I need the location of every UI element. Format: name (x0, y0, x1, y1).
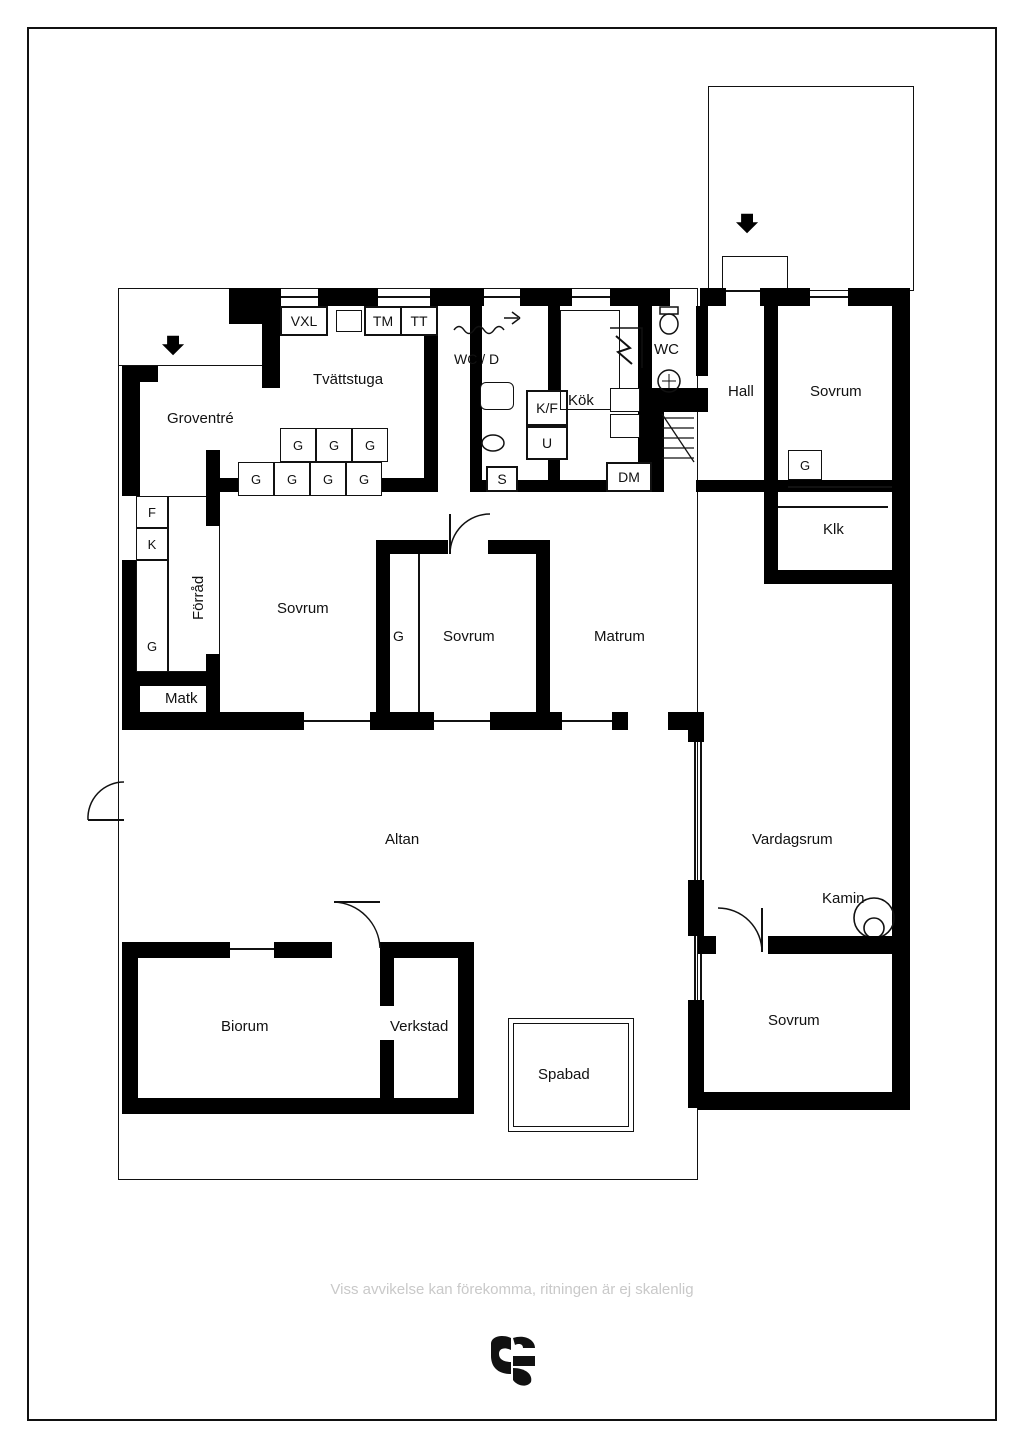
room-label-sovrum-1: Sovrum (277, 600, 329, 617)
stairs-icon (660, 412, 696, 468)
closet-label: G (250, 471, 262, 487)
wall-klk-bottom (764, 570, 892, 584)
window-top-1 (281, 296, 318, 298)
room-label-tvattstuga: Tvättstuga (313, 371, 384, 388)
room-label-altan: Altan (385, 831, 420, 848)
room-label-vardagsrum: Vardagsrum (752, 831, 833, 848)
room-label-matrum: Matrum (594, 628, 645, 645)
closet-label: G (292, 437, 304, 453)
fixture-dm-label: DM (618, 469, 640, 485)
closet-g-sovrum3-label: G (799, 457, 811, 473)
closet-label: G (328, 437, 340, 453)
closet-g-l3 (310, 462, 346, 496)
wall-top-seg7 (760, 288, 810, 306)
fixture-stove (610, 388, 640, 412)
room-label-forrad: Förråd (190, 575, 207, 620)
room-label-klk: Klk (823, 521, 844, 538)
wall-top-left-stub (122, 366, 158, 382)
wall-sovrum2-top-a (376, 540, 448, 554)
window-bottom-1 (304, 720, 370, 722)
fixture-kf-label: K/F (536, 400, 558, 416)
closet-g-u3 (352, 428, 388, 462)
wall-biorum-top-b (274, 942, 332, 958)
disclaimer-text: Viss avvikelse kan förekomma, ritningen är ej skalenlig (330, 1281, 694, 1298)
fixture-u-label: U (541, 435, 553, 451)
closet-label: G (322, 471, 334, 487)
window-top-2 (378, 296, 430, 298)
wall-verkstad-left-2 (380, 1040, 394, 1114)
fixture-vxl (280, 306, 328, 336)
fixture-s-label: S (497, 471, 507, 487)
window-sovrum3 (788, 486, 892, 488)
window-bottom-3 (562, 720, 612, 722)
fixture-oven (610, 414, 640, 438)
glass-wall-altan-a (694, 742, 696, 880)
closet-g-u1 (280, 428, 316, 462)
wall-klk-left (764, 492, 778, 570)
appliance-f (136, 496, 168, 528)
room-label-sovrum-2: Sovrum (443, 628, 495, 645)
closet-g-l4 (346, 462, 382, 496)
wall-top-seg3 (430, 288, 484, 306)
fixture-wc-d-toilet-icon (480, 432, 506, 454)
closet-g-sovrum3 (788, 450, 822, 480)
wall-bottom-right (698, 1092, 910, 1110)
fixture-shower-icon (452, 310, 524, 344)
door-swing-sovrum2-icon (448, 512, 492, 556)
fixture-dm (606, 462, 652, 492)
closet-g-l2 (274, 462, 310, 496)
wall-house-bottom-1 (122, 712, 304, 730)
closet-g-l1 (238, 462, 274, 496)
room-label-sovrum-4: Sovrum (768, 1012, 820, 1029)
wall-house-bottom-4 (612, 712, 628, 730)
wall-altan-right-3 (688, 1000, 704, 1108)
fixture-wc-toilet-icon (656, 306, 682, 338)
wall-verkstad-right (458, 942, 474, 1114)
fixture-s (486, 466, 518, 492)
closet-g-forrad (136, 560, 168, 672)
entrance-arrow-top-icon (736, 212, 762, 238)
closet-label: G (358, 471, 370, 487)
wall-top-seg4 (520, 288, 572, 306)
closet-g-forrad-label: G (146, 638, 158, 654)
wall-sovrum2-left (376, 540, 390, 712)
closet-label: G (364, 437, 376, 453)
fixture-tt (400, 306, 438, 336)
room-label-biorum: Biorum (221, 1018, 269, 1035)
wall-sovrum4-top-a (698, 936, 716, 954)
fixture-u (526, 426, 568, 460)
window-bottom-2 (434, 720, 490, 722)
appliance-k-label: K (147, 536, 157, 552)
wall-top-seg6 (700, 288, 726, 306)
wall-altan-right-1 (688, 712, 704, 742)
wall-matk-top (122, 672, 220, 686)
wall-top-seg5 (610, 288, 670, 306)
closet-g-u2 (316, 428, 352, 462)
wall-left-upper (122, 366, 140, 496)
room-label-kok: Kök (568, 392, 594, 409)
door-swing-altan-left-icon (86, 780, 126, 832)
room-label-spabad: Spabad (538, 1066, 590, 1083)
room-label-groventre: Groventré (167, 410, 234, 427)
wall-altan-right-2 (688, 880, 704, 936)
fixture-tt-label: TT (410, 313, 428, 329)
fireplace-icon (852, 896, 896, 940)
window-top-5 (810, 296, 848, 298)
appliance-k (136, 528, 168, 560)
room-label-matk: Matk (165, 690, 198, 707)
glass-wall-altan-b (694, 936, 696, 1000)
fixture-wc-sink-icon (656, 368, 682, 394)
wall-biorum-top-a (122, 942, 230, 958)
entry-step-outline (722, 256, 788, 292)
wall-biorum-left (122, 942, 138, 1114)
window-top-4 (572, 296, 610, 298)
wall-right-lower (892, 950, 910, 1095)
fixture-sink-small (336, 310, 362, 332)
room-label-wc: WC (654, 341, 679, 358)
wall-top-seg2 (318, 288, 378, 306)
wall-house-bottom-3 (490, 712, 562, 730)
klk-shelf (778, 506, 888, 508)
wall-sovrum4-top-b (768, 936, 910, 954)
fixture-tm-label: TM (372, 313, 394, 329)
glass-wall-altan-c (700, 742, 702, 880)
wall-sovrum2-closet-divider (418, 554, 420, 712)
room-label-hall: Hall (728, 383, 754, 400)
wall-tvattstuga-left (206, 450, 220, 492)
window-top-3 (484, 296, 520, 298)
wall-sovrum3-bottom-a (764, 438, 778, 492)
room-label-verkstad: Verkstad (390, 1018, 449, 1035)
fixture-bathtub (480, 382, 514, 410)
closet-g-sovrum2: G (393, 628, 404, 644)
door-swing-verkstad-icon (332, 900, 382, 950)
closet-label: G (286, 471, 298, 487)
window-biorum (230, 948, 274, 950)
wall-biorum-bottom (122, 1098, 474, 1114)
wall-hall-stub (664, 400, 708, 412)
wall-verkstad-top (380, 942, 474, 958)
fixture-tm (364, 306, 402, 336)
wall-sovrum2-right (536, 540, 550, 712)
fixture-kitchen-corner-icon (608, 326, 644, 370)
wall-wc-right (696, 306, 708, 376)
room-label-sovrum-3: Sovrum (810, 383, 862, 400)
room-label-wc-d: WC / D (454, 351, 500, 367)
fixture-vxl-label: VXL (290, 313, 318, 329)
appliance-f-label: F (148, 504, 156, 520)
wall-verkstad-left (380, 958, 394, 1006)
door-swing-sovrum4-icon (716, 906, 764, 954)
wall-groventre-top (229, 288, 281, 324)
wall-forrad-right (206, 492, 220, 526)
brand-logo-icon (483, 1334, 541, 1388)
wall-right-upper (892, 288, 910, 970)
room-label-kamin: Kamin (822, 890, 865, 907)
wall-house-bottom-2 (370, 712, 434, 730)
